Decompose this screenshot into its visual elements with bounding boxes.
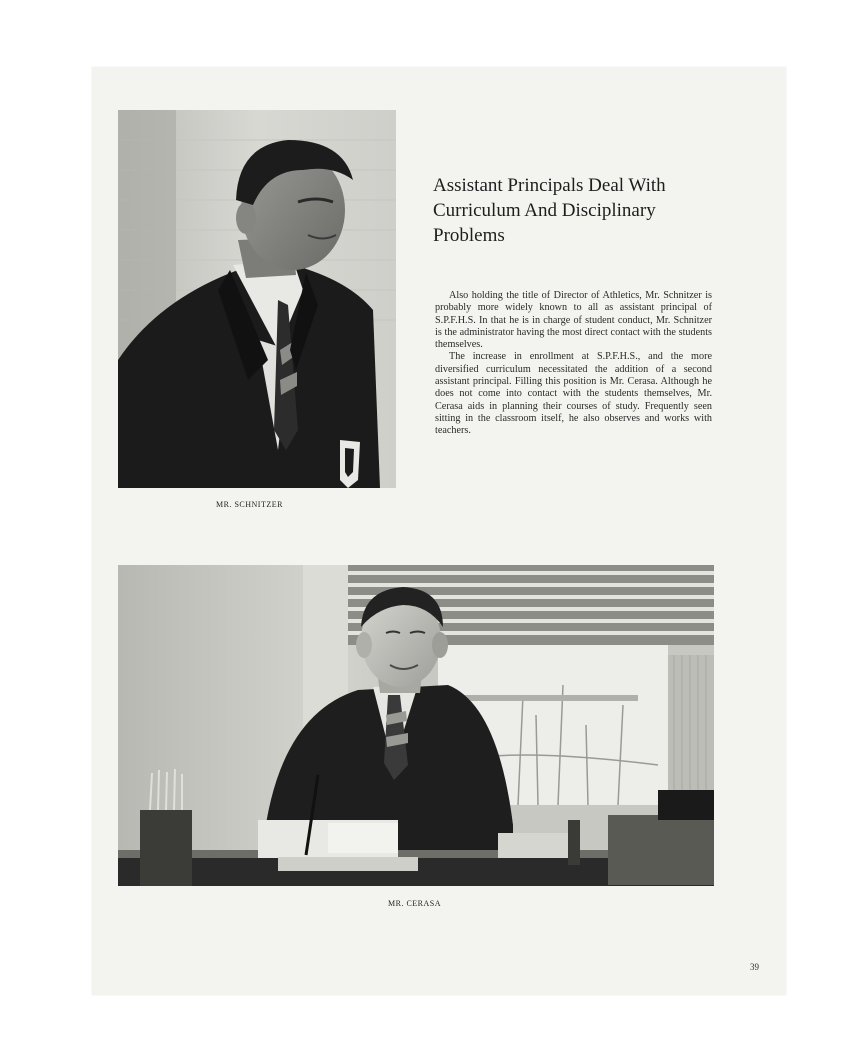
yearbook-page: [92, 67, 786, 995]
paragraph-2: The increase in enrollment at S.P.F.H.S., and the more diversified curriculum necessitated the addition of a second assistant principal. Filling this position is Mr. Cerasa. Although he does not come into contact with the students themselves, Mr. Cerasa aids in planning their courses of study. Frequently seen sitting in the classroom itself, he also observes and works with teachers.: [435, 351, 712, 437]
caption-mr-schnitzer: MR. SCHNITZER: [216, 500, 283, 509]
headline-line-3: Problems: [433, 225, 505, 246]
page-number: 39: [750, 962, 759, 972]
headline-line-2: Curriculum And Disciplinary: [433, 200, 656, 221]
paragraph-1: Also holding the title of Director of Athletics, Mr. Schnitzer is probably more widely known to all as assistant principal of S.P.F.H.S. In that he is in charge of student conduct, Mr. Schnitzer is the administrator having the most direct contact with the students themselves.: [435, 290, 712, 351]
photo-mr-schnitzer: [118, 110, 396, 488]
photo-mr-cerasa: [118, 565, 714, 886]
headline-line-1: Assistant Principals Deal With: [433, 175, 666, 196]
article-body: [435, 290, 712, 438]
caption-mr-cerasa: MR. CERASA: [388, 899, 442, 908]
page-headline: [433, 173, 733, 248]
